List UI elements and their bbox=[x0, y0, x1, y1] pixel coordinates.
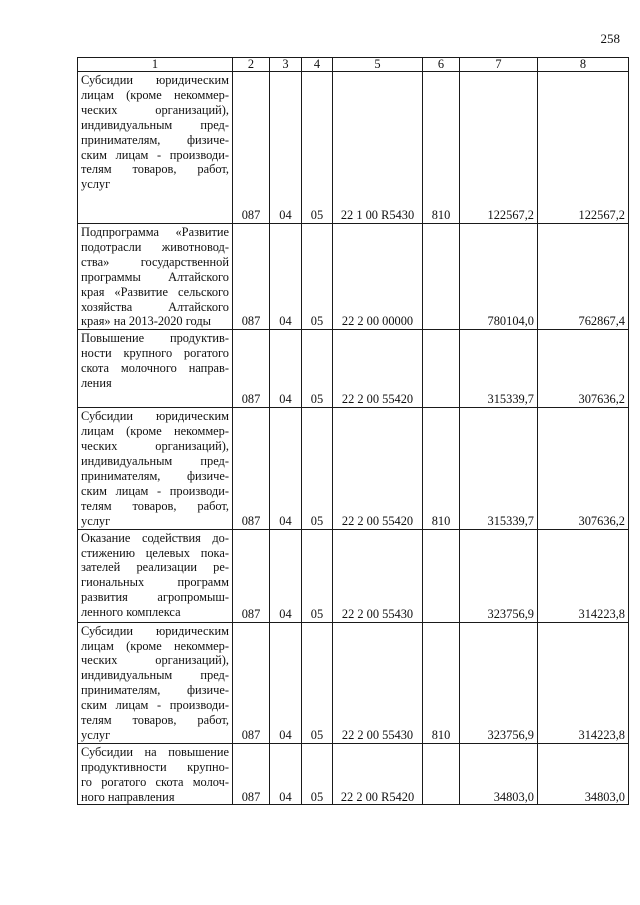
table-body bbox=[78, 72, 629, 805]
row-name-line: принимателям, физиче- bbox=[81, 132, 229, 147]
ministry-code-cell: 087 bbox=[233, 622, 270, 743]
row-name-line: ности крупного рогатого bbox=[81, 346, 229, 361]
row-name-line: подотрасли животновод- bbox=[81, 239, 229, 254]
row-name-line: Субсидии юридическим bbox=[81, 623, 229, 638]
row-name-line: индивидуальным пред- bbox=[81, 668, 229, 683]
amount-col7-cell: 323756,9 bbox=[460, 622, 538, 743]
subsection-cell: 05 bbox=[302, 72, 333, 224]
row-name-line: развития агропромыш- bbox=[81, 590, 229, 605]
table-row bbox=[78, 224, 629, 330]
target-article-cell: 22 2 00 55420 bbox=[333, 330, 423, 408]
row-name-line: Субсидии на повышение bbox=[81, 744, 229, 759]
budget-table bbox=[77, 57, 629, 805]
section-cell: 04 bbox=[270, 529, 302, 622]
section-cell: 04 bbox=[270, 224, 302, 330]
row-name-line: ства» государственной bbox=[81, 254, 229, 269]
expense-type-cell: 810 bbox=[423, 408, 460, 529]
ministry-code-cell: 087 bbox=[233, 408, 270, 529]
row-name-cell bbox=[78, 408, 233, 529]
row-name-line: ления bbox=[81, 376, 112, 391]
section-cell: 04 bbox=[270, 72, 302, 224]
row-name-line: ленного комплекса bbox=[81, 605, 181, 620]
section-cell: 04 bbox=[270, 743, 302, 805]
section-cell: 04 bbox=[270, 408, 302, 529]
column-header-2: 2 bbox=[233, 58, 270, 72]
row-name-line: лицам (кроме некоммер- bbox=[81, 424, 229, 439]
row-name-line: Подпрограмма «Развитие bbox=[81, 225, 229, 239]
row-name-line: индивидуальным пред- bbox=[81, 117, 229, 132]
row-name-line: продуктивности крупно- bbox=[81, 759, 229, 774]
row-name-line: го рогатого скота молоч- bbox=[81, 774, 229, 789]
row-name-line: ским лицам - производи- bbox=[81, 483, 229, 498]
amount-col7-cell: 780104,0 bbox=[460, 224, 538, 330]
row-name-line: телям товаров, работ, bbox=[81, 498, 229, 513]
amount-col8-cell: 307636,2 bbox=[538, 408, 629, 529]
row-name-line: ного направления bbox=[81, 789, 175, 804]
column-header-7: 7 bbox=[460, 58, 538, 72]
amount-col7-cell: 323756,9 bbox=[460, 529, 538, 622]
amount-col8-cell: 307636,2 bbox=[538, 330, 629, 408]
table-row bbox=[78, 330, 629, 408]
table-row bbox=[78, 622, 629, 743]
target-article-cell: 22 2 00 R5420 bbox=[333, 743, 423, 805]
target-article-cell: 22 2 00 55430 bbox=[333, 529, 423, 622]
target-article-cell: 22 2 00 00000 bbox=[333, 224, 423, 330]
row-name-line: скота молочного направ- bbox=[81, 361, 229, 376]
column-header-3: 3 bbox=[270, 58, 302, 72]
subsection-cell: 05 bbox=[302, 622, 333, 743]
ministry-code-cell: 087 bbox=[233, 743, 270, 805]
row-name-line: ским лицам - производи- bbox=[81, 147, 229, 162]
subsection-cell: 05 bbox=[302, 408, 333, 529]
amount-col8-cell: 122567,2 bbox=[538, 72, 629, 224]
amount-col8-cell: 34803,0 bbox=[538, 743, 629, 805]
header-row bbox=[78, 58, 629, 72]
target-article-cell: 22 1 00 R5430 bbox=[333, 72, 423, 224]
target-article-cell: 22 2 00 55430 bbox=[333, 622, 423, 743]
column-header-6: 6 bbox=[423, 58, 460, 72]
amount-col8-cell: 314223,8 bbox=[538, 622, 629, 743]
row-name-line: края» на 2013-2020 годы bbox=[81, 314, 211, 329]
amount-col7-cell: 34803,0 bbox=[460, 743, 538, 805]
expense-type-cell: 810 bbox=[423, 72, 460, 224]
subsection-cell: 05 bbox=[302, 743, 333, 805]
row-name-line: ским лицам - производи- bbox=[81, 698, 229, 713]
amount-col8-cell: 314223,8 bbox=[538, 529, 629, 622]
row-name-line: Повышение продуктив- bbox=[81, 331, 229, 346]
row-name-line: ческих организаций), bbox=[81, 102, 229, 117]
row-name-line: телям товаров, работ, bbox=[81, 162, 229, 177]
row-name-line: индивидуальным пред- bbox=[81, 454, 229, 469]
row-name-line: края «Развитие сельского bbox=[81, 284, 229, 299]
expense-type-cell bbox=[423, 743, 460, 805]
column-header-8: 8 bbox=[538, 58, 629, 72]
row-name-line: Оказание содействия до- bbox=[81, 530, 229, 545]
row-name-line: ческих организаций), bbox=[81, 653, 229, 668]
row-name-line: принимателям, физиче- bbox=[81, 683, 229, 698]
row-name-line: программы Алтайского bbox=[81, 269, 229, 284]
amount-col8-cell: 762867,4 bbox=[538, 224, 629, 330]
section-cell: 04 bbox=[270, 622, 302, 743]
ministry-code-cell: 087 bbox=[233, 72, 270, 224]
row-name-cell bbox=[78, 330, 233, 408]
subsection-cell: 05 bbox=[302, 224, 333, 330]
amount-col7-cell: 315339,7 bbox=[460, 408, 538, 529]
row-name-cell bbox=[78, 224, 233, 330]
row-name-line: услуг bbox=[81, 727, 111, 742]
ministry-code-cell: 087 bbox=[233, 330, 270, 408]
target-article-cell: 22 2 00 55420 bbox=[333, 408, 423, 529]
column-header-5: 5 bbox=[333, 58, 423, 72]
table-row bbox=[78, 743, 629, 805]
row-name-line: ческих организаций), bbox=[81, 439, 229, 454]
table-header bbox=[78, 58, 629, 72]
row-name-line: принимателям, физиче- bbox=[81, 468, 229, 483]
table-row bbox=[78, 529, 629, 622]
row-name-cell bbox=[78, 72, 233, 224]
row-name-line: лицам (кроме некоммер- bbox=[81, 638, 229, 653]
page-number: 258 bbox=[600, 31, 620, 46]
row-name-line: гиональных программ bbox=[81, 575, 229, 590]
ministry-code-cell: 087 bbox=[233, 224, 270, 330]
subsection-cell: 05 bbox=[302, 529, 333, 622]
ministry-code-cell: 087 bbox=[233, 529, 270, 622]
section-cell: 04 bbox=[270, 330, 302, 408]
amount-col7-cell: 122567,2 bbox=[460, 72, 538, 224]
row-name-line: стижению целевых пока- bbox=[81, 545, 229, 560]
row-name-line: услуг bbox=[81, 513, 111, 528]
row-name-line: услуг bbox=[81, 177, 111, 192]
expense-type-cell bbox=[423, 529, 460, 622]
table-row bbox=[78, 408, 629, 529]
expense-type-cell bbox=[423, 330, 460, 408]
row-name-cell bbox=[78, 743, 233, 805]
row-name-cell bbox=[78, 529, 233, 622]
row-name-line: хозяйства Алтайского bbox=[81, 299, 229, 314]
row-name-line: Субсидии юридическим bbox=[81, 409, 229, 424]
row-name-cell bbox=[78, 622, 233, 743]
expense-type-cell bbox=[423, 224, 460, 330]
row-name-line: телям товаров, работ, bbox=[81, 713, 229, 728]
row-name-line: зателей реализации ре- bbox=[81, 560, 229, 575]
amount-col7-cell: 315339,7 bbox=[460, 330, 538, 408]
table-row bbox=[78, 72, 629, 224]
expense-type-cell: 810 bbox=[423, 622, 460, 743]
column-header-4: 4 bbox=[302, 58, 333, 72]
row-name-line: лицам (кроме некоммер- bbox=[81, 87, 229, 102]
subsection-cell: 05 bbox=[302, 330, 333, 408]
row-name-line: Субсидии юридическим bbox=[81, 73, 229, 87]
column-header-1: 1 bbox=[78, 58, 233, 72]
